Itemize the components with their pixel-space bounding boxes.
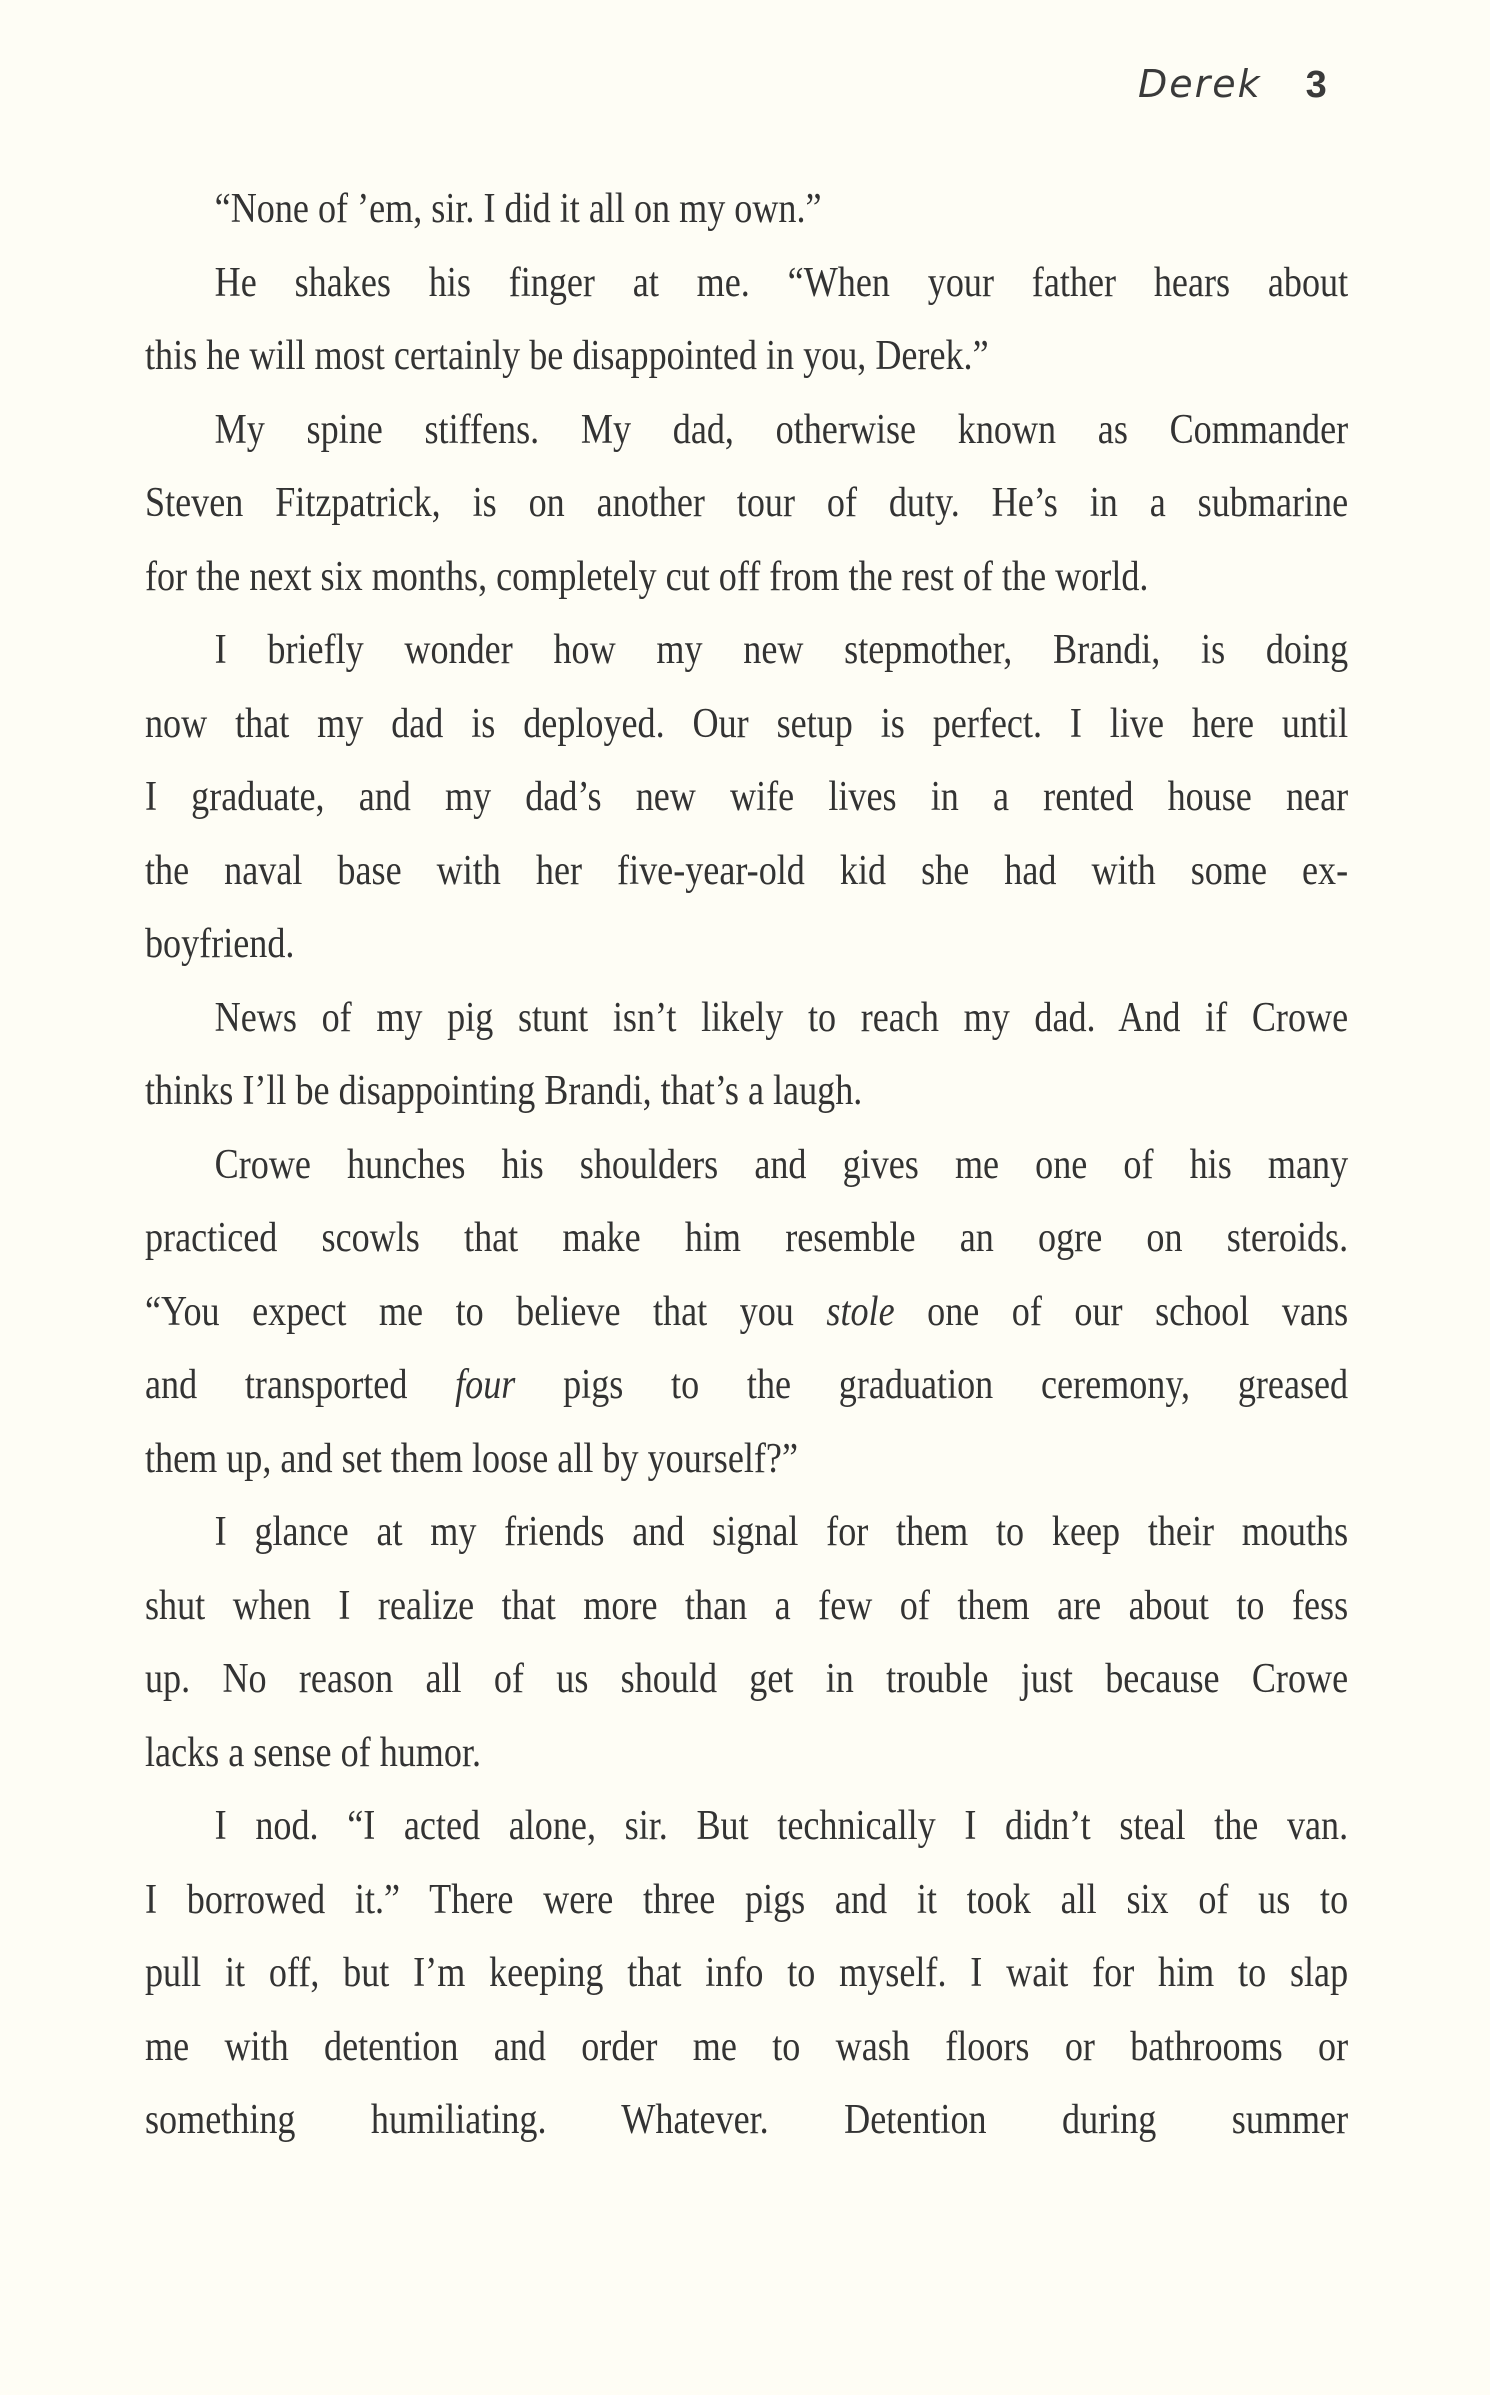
text-segment: pigs to the graduation ceremony, greased — [515, 1362, 1349, 1408]
text-segment: pull it off, but I’m keeping that info to myself. I wait for him to slap — [145, 1950, 1349, 1996]
text-line — [145, 688, 1348, 762]
paragraph — [145, 1129, 1348, 1497]
paragraph — [145, 614, 1348, 982]
text-line — [145, 835, 1348, 909]
text-segment: I nod. “I acted alone, sir. But technically I didn’t steal the van. — [214, 1803, 1349, 1849]
text-line — [145, 467, 1348, 541]
paragraph — [145, 173, 1348, 247]
text-segment: I graduate, and my dad’s new wife lives in a rented house near — [145, 774, 1349, 820]
text-segment: lacks a sense of humor. — [145, 1729, 482, 1776]
running-head-title: Derek — [1138, 62, 1262, 106]
text-segment: this he will most certainly be disappointed in you, Derek.” — [145, 333, 989, 379]
text-line — [145, 1790, 1348, 1864]
text-segment: one of our school vans — [894, 1288, 1349, 1335]
text-segment: the naval base with her five-year-old kid she had with some ex- — [145, 847, 1349, 894]
text-segment: shut when I realize that more than a few of them are about to fess — [145, 1582, 1349, 1629]
page-number: 3 — [1305, 64, 1327, 106]
text-line — [145, 1864, 1348, 1938]
text-segment: “None of ’em, sir. I did it all on my own.” — [214, 186, 822, 232]
text-segment: My spine stiffens. My dad, otherwise known as Commander — [214, 406, 1349, 453]
text-line — [145, 1496, 1348, 1570]
text-segment: I borrowed it.” There were three pigs and it took all six of us to — [145, 1876, 1349, 1923]
text-segment: thinks I’ll be disappointing Brandi, that’s a laugh. — [145, 1068, 863, 1114]
text-segment: for the next six months, completely cut off from the rest of the world. — [145, 553, 1149, 600]
text-line — [145, 1055, 1348, 1129]
text-line — [145, 982, 1348, 1056]
text-segment: boyfriend. — [145, 921, 295, 967]
text-segment: something humiliating. Whatever. Detention during summer — [145, 2097, 1349, 2143]
text-line — [145, 1276, 1348, 1350]
italic-text: stole — [826, 1288, 895, 1335]
text-segment: Steven Fitzpatrick, is on another tour of duty. He’s in a submarine — [145, 480, 1349, 526]
text-line — [145, 1423, 1348, 1497]
text-line — [145, 761, 1348, 835]
text-line — [145, 173, 1348, 247]
text-segment: News of my pig stunt isn’t likely to reach my dad. And if Crowe — [214, 994, 1349, 1041]
text-line — [145, 320, 1348, 394]
running-header — [1138, 62, 1327, 107]
body-text — [145, 173, 1348, 2158]
text-line — [145, 2011, 1348, 2085]
paragraph — [145, 1496, 1348, 1790]
text-segment: me with detention and order me to wash floors or bathrooms or — [145, 2023, 1349, 2070]
paragraph — [145, 982, 1348, 1129]
text-line — [145, 1937, 1348, 2011]
text-line — [145, 541, 1348, 615]
text-segment: now that my dad is deployed. Our setup is perfect. I live here until — [145, 700, 1349, 747]
italic-text: four — [455, 1362, 516, 1408]
text-segment: and transported — [145, 1362, 456, 1408]
text-line — [145, 394, 1348, 468]
text-line — [145, 1202, 1348, 1276]
text-line — [145, 1129, 1348, 1203]
text-segment: them up, and set them loose all by yourself?” — [145, 1435, 799, 1482]
text-segment: He shakes his finger at me. “When your father hears about — [214, 259, 1349, 306]
text-line — [145, 247, 1348, 321]
text-segment: Crowe hunches his shoulders and gives me one of his many — [214, 1141, 1349, 1188]
paragraph — [145, 394, 1348, 615]
text-segment: practiced scowls that make him resemble an ogre on steroids. — [145, 1215, 1349, 1261]
text-line — [145, 1717, 1348, 1791]
text-segment: I glance at my friends and signal for them to keep their mouths — [214, 1509, 1349, 1555]
text-line — [145, 1570, 1348, 1644]
text-line — [145, 614, 1348, 688]
paragraph — [145, 1790, 1348, 2158]
text-segment: “You expect me to believe that you — [145, 1288, 827, 1335]
text-line — [145, 1349, 1348, 1423]
text-segment: up. No reason all of us should get in trouble just because Crowe — [145, 1656, 1349, 1702]
text-line — [145, 908, 1348, 982]
text-segment: I briefly wonder how my new stepmother, Brandi, is doing — [214, 627, 1349, 673]
paragraph — [145, 247, 1348, 394]
text-line — [145, 2084, 1348, 2158]
text-line — [145, 1643, 1348, 1717]
